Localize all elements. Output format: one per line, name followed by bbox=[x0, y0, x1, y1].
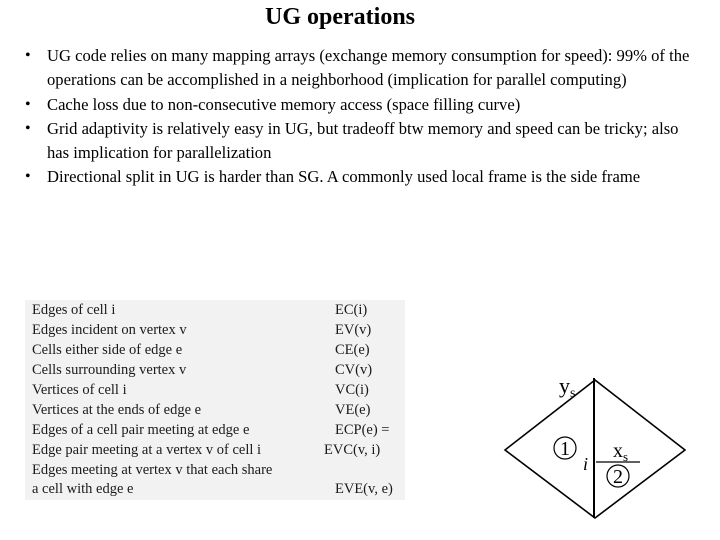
bullet-item bbox=[22, 165, 702, 189]
table-row bbox=[25, 401, 405, 421]
bullet-text: UG code relies on many mapping arrays (exchange memory consumption for speed): 99% of the operations can be accomplished in a neighborhood (implication for parallel computing) bbox=[47, 46, 690, 90]
table-row bbox=[25, 421, 405, 441]
table-row bbox=[25, 361, 405, 381]
slide-title: UG operations bbox=[265, 4, 415, 30]
cell-2-label: 2 bbox=[613, 466, 623, 488]
bullet-dot: • bbox=[25, 47, 31, 64]
ys-label: ys bbox=[559, 373, 576, 401]
bullet-dot: • bbox=[25, 95, 31, 113]
table-fn: CV(v) bbox=[335, 362, 373, 378]
table-desc: Edges of cell i bbox=[32, 302, 116, 318]
bullet-dot: • bbox=[25, 119, 31, 137]
table-row bbox=[25, 321, 405, 341]
table-desc: Edge pair meeting at a vertex v of cell i bbox=[32, 442, 262, 458]
bullet-text: Grid adaptivity is relatively easy in UG, but tradeoff btw memory and speed can be tricky; also has implication for parallelization bbox=[47, 118, 679, 163]
table-fn: VE(e) bbox=[335, 402, 371, 418]
table-desc: Vertices at the ends of edge e bbox=[32, 402, 202, 418]
table-desc: Edges of a cell pair meeting at edge e bbox=[32, 422, 250, 438]
table-row bbox=[25, 381, 405, 401]
bullet-item bbox=[22, 117, 702, 166]
bullet-item bbox=[22, 93, 702, 117]
table-fn: VC(i) bbox=[335, 382, 369, 398]
table-fn: EVC(v, i) bbox=[324, 442, 381, 458]
table-fn: CE(e) bbox=[335, 342, 370, 358]
table-fn: EC(i) bbox=[335, 302, 368, 318]
bullet-text: Cache loss due to non-consecutive memory access (space filling curve) bbox=[47, 94, 521, 114]
table-desc: Edges meeting at vertex v that each share bbox=[32, 462, 273, 478]
table-row bbox=[25, 341, 405, 361]
table-desc: Cells either side of edge e bbox=[32, 342, 183, 358]
table-desc: Vertices of cell i bbox=[32, 382, 127, 398]
bullet-dot: • bbox=[25, 168, 31, 186]
bullet-text: Directional split in UG is harder than SG. A commonly used local frame is the side frame bbox=[47, 167, 641, 187]
table-desc: Edges incident on vertex v bbox=[32, 322, 187, 338]
table-desc-continuation: a cell with edge e bbox=[32, 481, 134, 497]
side-frame-diagram bbox=[500, 370, 700, 520]
bullet-list bbox=[22, 44, 702, 190]
table-row bbox=[25, 301, 405, 321]
edge-i-label: i bbox=[583, 454, 589, 474]
cell-1-label: 1 bbox=[560, 438, 570, 460]
bullet-item bbox=[22, 44, 702, 93]
table-fn: EVE(v, e) bbox=[335, 481, 393, 497]
table-row bbox=[25, 461, 405, 481]
table-fn: EV(v) bbox=[335, 322, 372, 338]
mapping-table-image bbox=[25, 300, 405, 500]
table-fn: ECP(e) = bbox=[335, 422, 390, 438]
xs-label: $x_s$ bbox=[613, 440, 629, 464]
table-row bbox=[25, 441, 405, 461]
table-desc: Cells surrounding vertex v bbox=[32, 362, 187, 378]
